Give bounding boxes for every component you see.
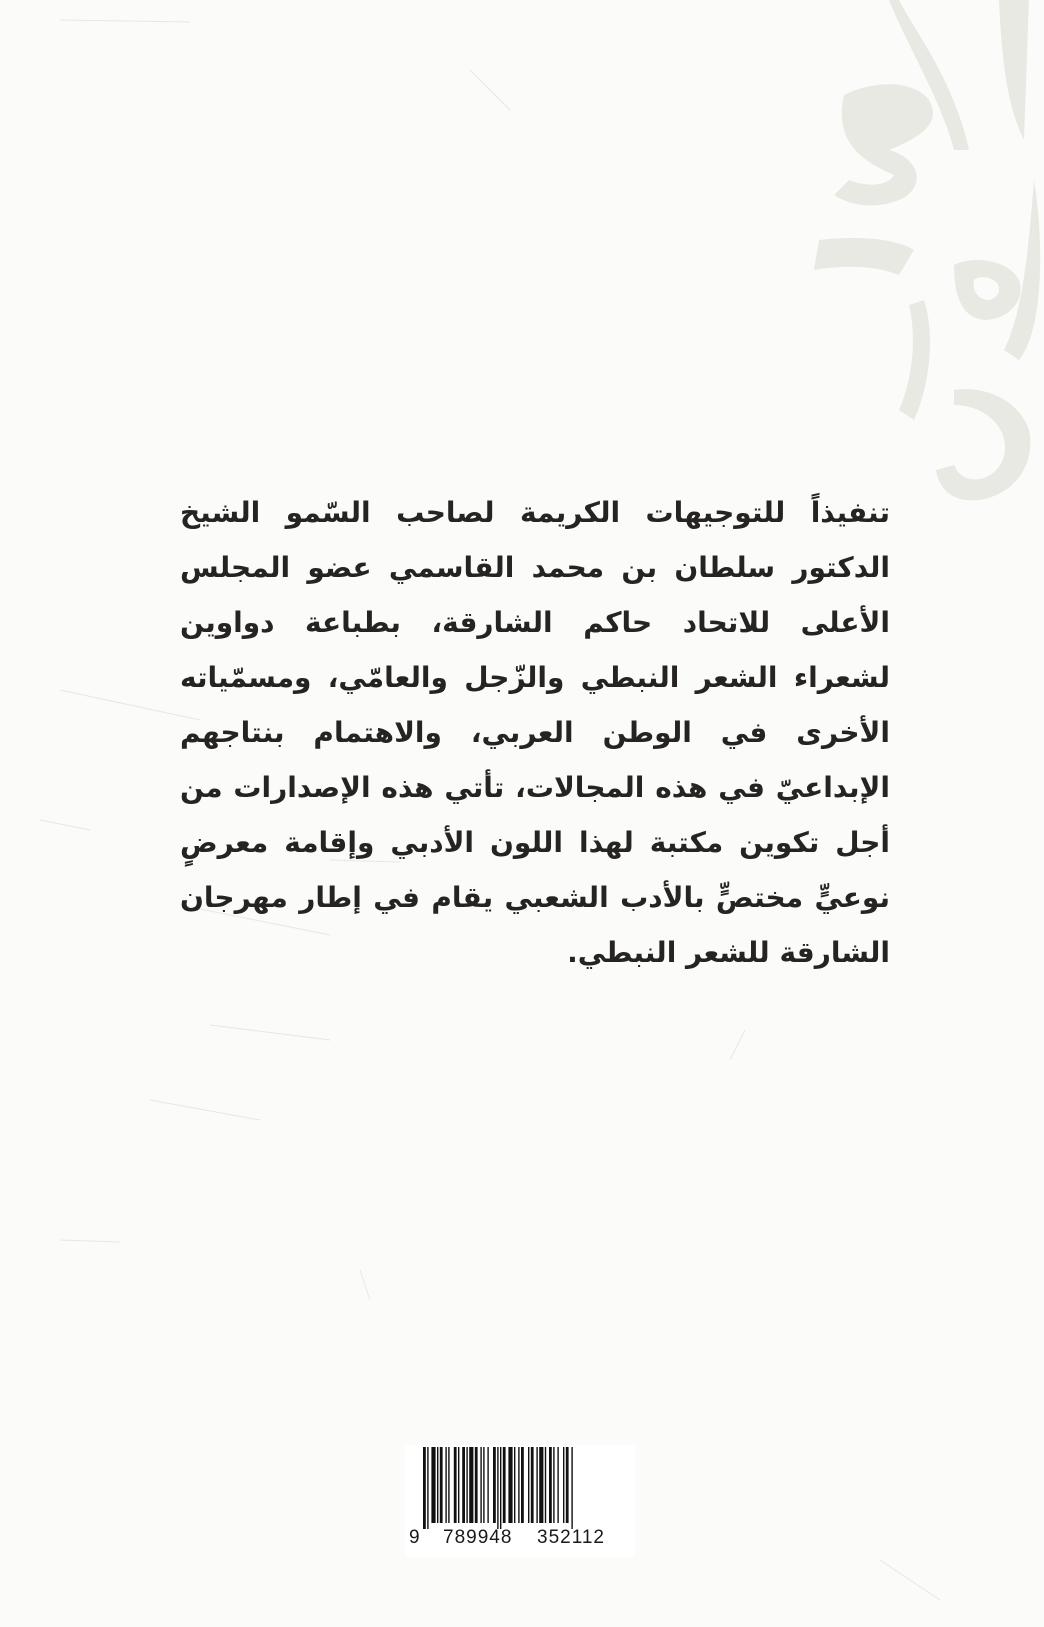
barcode-bar xyxy=(427,1447,428,1529)
barcode-bar xyxy=(469,1447,473,1523)
barcode-bar xyxy=(423,1447,426,1529)
barcode-bar xyxy=(431,1447,435,1523)
barcode-bar xyxy=(539,1447,543,1523)
isbn-left-digits: 789948 xyxy=(443,1527,513,1548)
barcode-bar xyxy=(563,1447,564,1523)
barcode-bar xyxy=(500,1447,501,1529)
barcode-bar xyxy=(536,1447,537,1523)
barcode-bar xyxy=(528,1447,529,1523)
barcode-bar xyxy=(440,1447,443,1523)
barcode-bar xyxy=(518,1447,519,1523)
barcode-bar xyxy=(521,1447,524,1523)
barcode-bar xyxy=(483,1447,484,1523)
barcode-bar xyxy=(466,1447,467,1523)
barcode-bar xyxy=(571,1447,572,1529)
barcode-bar xyxy=(566,1447,569,1523)
barcode-bar xyxy=(545,1447,546,1523)
barcode-bar xyxy=(497,1447,498,1529)
calligraphy-ornament xyxy=(804,0,1044,540)
back-cover-blurb: تنفيذاً للتوجيهات الكريمة لصاحب السّمو الشيخ الدكتور سلطان بن محمد القاسمي عضو المجلس الأعلى للاتحاد حاكم الشارقة، بطباعة دواوين لشعراء الشعر النبطي والزّجل والعامّي، ومسمّياته الأخرى في الوطن العربي، والاهتمام بنتاجهم الإبداعيّ في هذه المجالات، تأتي هذه الإصدارات من أجل تكوين مكتبة لهذا اللون الأدبي وإقامة معرضٍ نوعيٍّ مختصٍّ بالأدب الشعبي يقام في إطار مهرجان الشارقة للشعر النبطي. xyxy=(180,496,890,969)
barcode-bar xyxy=(531,1447,534,1523)
barcode-bar xyxy=(549,1447,552,1523)
barcode-bar xyxy=(454,1447,457,1523)
barcode-bar xyxy=(514,1447,515,1523)
barcode-bars xyxy=(423,1447,618,1529)
barcode-bar xyxy=(437,1447,438,1523)
barcode-bar xyxy=(493,1447,496,1523)
barcode-bar xyxy=(475,1447,478,1523)
barcode-bar xyxy=(553,1447,554,1523)
barcode-bar xyxy=(487,1447,488,1523)
barcode-bar xyxy=(480,1447,481,1523)
isbn-barcode xyxy=(405,1445,635,1557)
barcode-bar xyxy=(448,1447,449,1523)
isbn-prefix-digit: 9 xyxy=(409,1527,420,1548)
barcode-bar xyxy=(445,1447,446,1523)
barcode-bar xyxy=(508,1447,512,1523)
barcode-bar xyxy=(458,1447,459,1523)
barcode-bar xyxy=(503,1447,506,1523)
barcode-bar xyxy=(557,1447,558,1523)
isbn-right-digits: 352112 xyxy=(537,1527,605,1548)
barcode-bar xyxy=(462,1447,465,1523)
